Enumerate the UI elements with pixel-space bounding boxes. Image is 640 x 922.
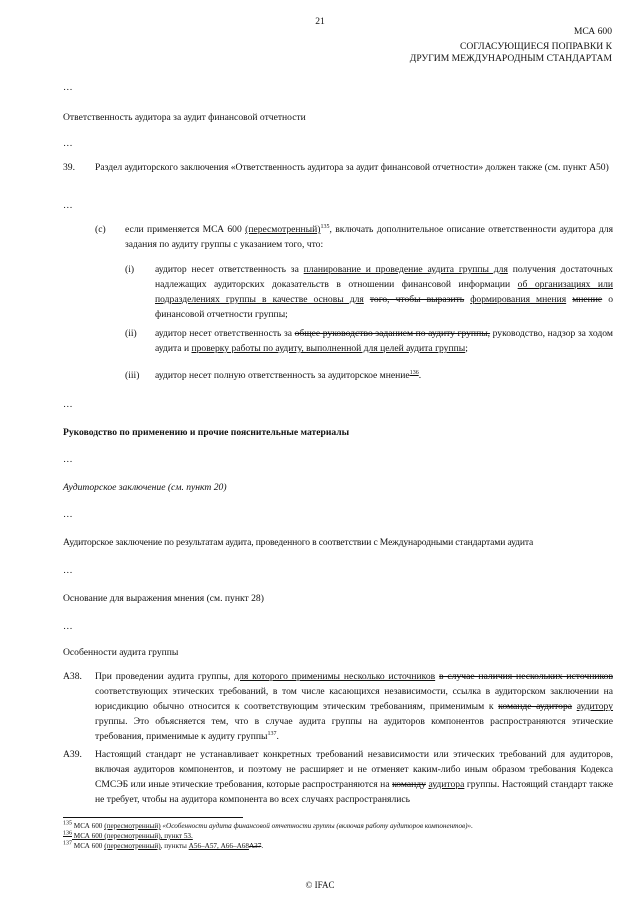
inserted-text: аудитору <box>576 701 614 712</box>
section-heading-auditor-responsibility: Ответственность аудитора за аудит финансовой отчетности <box>63 112 306 123</box>
text-run: . <box>418 370 422 381</box>
text-run: МСА 600 <box>72 822 105 830</box>
text-run: При проведении аудита группы, <box>95 671 235 682</box>
deleted-text: в случае наличия нескольких источников <box>439 671 613 682</box>
text-run: , включать дополнительное описание ответственности аудитора для задания по аудиту группы с указанием того, что: <box>125 224 613 250</box>
inserted-text: А56–А57, А66–А68 <box>188 842 249 850</box>
list-label: (iii) <box>125 370 140 381</box>
footnote-number: 137 <box>63 840 72 847</box>
text-run: Настоящий стандарт не устанавливает конкретных требований независимости или этических требований для аудиторов, включая аудиторов компонентов, и поэтому не расширяет и не отменяет каким-либо иным образом требования Кодекса СМСЭБ или иные этические требования, которые распространяются на <box>95 749 613 790</box>
inserted-text: (пересмотренный) <box>104 832 161 840</box>
paragraph-a39-text <box>95 747 613 807</box>
paragraph-c-text <box>125 222 613 252</box>
ellipsis: … <box>63 454 73 465</box>
inserted-text: планирование и проведение аудита группы для <box>303 264 508 275</box>
inserted-text: (пересмотренный) <box>104 842 161 850</box>
paragraph-number: А38. <box>63 671 82 682</box>
inserted-text: , пункт 53. <box>160 832 193 840</box>
deleted-text: общее руководство заданием по аудиту группы, <box>294 328 491 339</box>
page-number: 21 <box>315 16 325 27</box>
text-run: , пункты <box>160 842 189 850</box>
text-run: . <box>276 731 279 742</box>
inserted-text: (пересмотренный) <box>104 822 161 830</box>
footnote-number: 136 <box>63 830 72 837</box>
list-label: (c) <box>95 224 106 235</box>
report-line: Аудиторское заключение по результатам аудита, проведенного в соответствии с Международными стандартами аудита <box>63 537 534 548</box>
ellipsis: … <box>63 621 73 632</box>
header-title-line2: ДРУГИМ МЕЖДУНАРОДНЫМ СТАНДАРТАМ <box>409 53 612 64</box>
header-title-line1: СОГЛАСУЮЩИЕСЯ ПОПРАВКИ К <box>459 41 612 52</box>
item-i-text <box>155 262 613 322</box>
ellipsis: … <box>63 200 73 211</box>
footer-copyright: © IFAC <box>305 880 335 890</box>
ellipsis: … <box>63 509 73 520</box>
text-run: группы. Это объясняется тем, что в случае аудита группы на аудиторов компонентов распространяются этические требования, применимые к аудиту группы <box>95 716 613 742</box>
text-run: аудитор несет полную ответственность за аудиторское мнение <box>155 370 410 381</box>
deleted-text: мнение <box>572 294 603 305</box>
deleted-text: А37 <box>248 842 262 850</box>
paragraph-39-text: Раздел аудиторского заключения «Ответственность аудитора за аудит финансовой отчетности» должен также (см. пункт А50) <box>95 162 609 173</box>
section-heading-guidance: Руководство по применению и прочие пояснительные материалы <box>63 427 350 438</box>
text-run: получения достаточных надлежащих аудиторских доказательств в отношении финансовой информации <box>155 264 613 290</box>
text-run: группы. Настоящий стандарт также не требует, чтобы на аудитора компонента во всех случаях распространялись <box>95 779 613 805</box>
deleted-text: команду <box>392 779 426 790</box>
ellipsis: … <box>63 138 73 149</box>
inserted-text: МСА 600 <box>72 832 105 840</box>
text-run: соответствующих этических требований, в том числе касающихся независимости, ссылка в аудиторском заключении на юрисдикцию обычно относится к соответствующим этическим требованиям, применимым к <box>95 686 613 712</box>
text-run: аудитор несет ответственность за <box>155 264 304 275</box>
text-run: «Особенности аудита финансовой отчетности группы (включая работу аудиторов компонентов)». <box>160 822 473 830</box>
text-run: аудитор несет ответственность за <box>155 328 295 339</box>
footnote-136 <box>63 832 623 841</box>
list-label: (i) <box>125 264 135 275</box>
text-run: ; <box>465 343 468 354</box>
footnote-ref: 137 <box>267 730 277 737</box>
footnote-divider <box>63 817 243 818</box>
footnote-135 <box>63 822 623 831</box>
standard-label: МСА 600 <box>573 26 612 37</box>
footnote-number: 135 <box>63 820 72 827</box>
text-run: если применяется МСА 600 <box>125 224 246 235</box>
deleted-text: команде аудитора <box>498 701 573 712</box>
inserted-text: проверку работы по аудиту, выполненной для целей аудита группы <box>191 343 466 354</box>
footnote-ref: 136 <box>409 369 419 376</box>
deleted-text: того, чтобы выразить <box>369 294 465 305</box>
paragraph-a38-text <box>95 669 613 744</box>
inserted-text: аудитора <box>428 779 465 790</box>
paragraph-number: А39. <box>63 749 82 760</box>
section-heading-basis: Основание для выражения мнения (см. пункт 28) <box>63 593 264 604</box>
paragraph-number: 39. <box>63 162 75 173</box>
ellipsis: … <box>63 399 73 410</box>
footnote-ref: 135 <box>320 223 330 230</box>
section-heading-auditor-report: Аудиторское заключение (см. пункт 20) <box>63 482 227 493</box>
ellipsis: … <box>63 565 73 576</box>
item-ii-text <box>155 326 613 356</box>
inserted-text: для которого применимы несколько источников <box>234 671 436 682</box>
section-heading-group-features: Особенности аудита группы <box>63 647 179 658</box>
item-iii-text <box>155 368 613 383</box>
inserted-text: (пересмотренный) <box>245 224 321 235</box>
inserted-text: об организациях или подразделениях группы в качестве основы для <box>155 279 613 305</box>
text-run: руководство, надзор за ходом аудита и <box>155 328 613 354</box>
inserted-text: формирования мнения <box>470 294 567 305</box>
list-label: (ii) <box>125 328 137 339</box>
text-run: о финансовой отчетности группы; <box>155 294 614 320</box>
text-run: МСА 600 <box>72 842 105 850</box>
ellipsis: … <box>63 82 73 93</box>
footnote-137 <box>63 842 623 851</box>
text-run: . <box>261 842 264 850</box>
